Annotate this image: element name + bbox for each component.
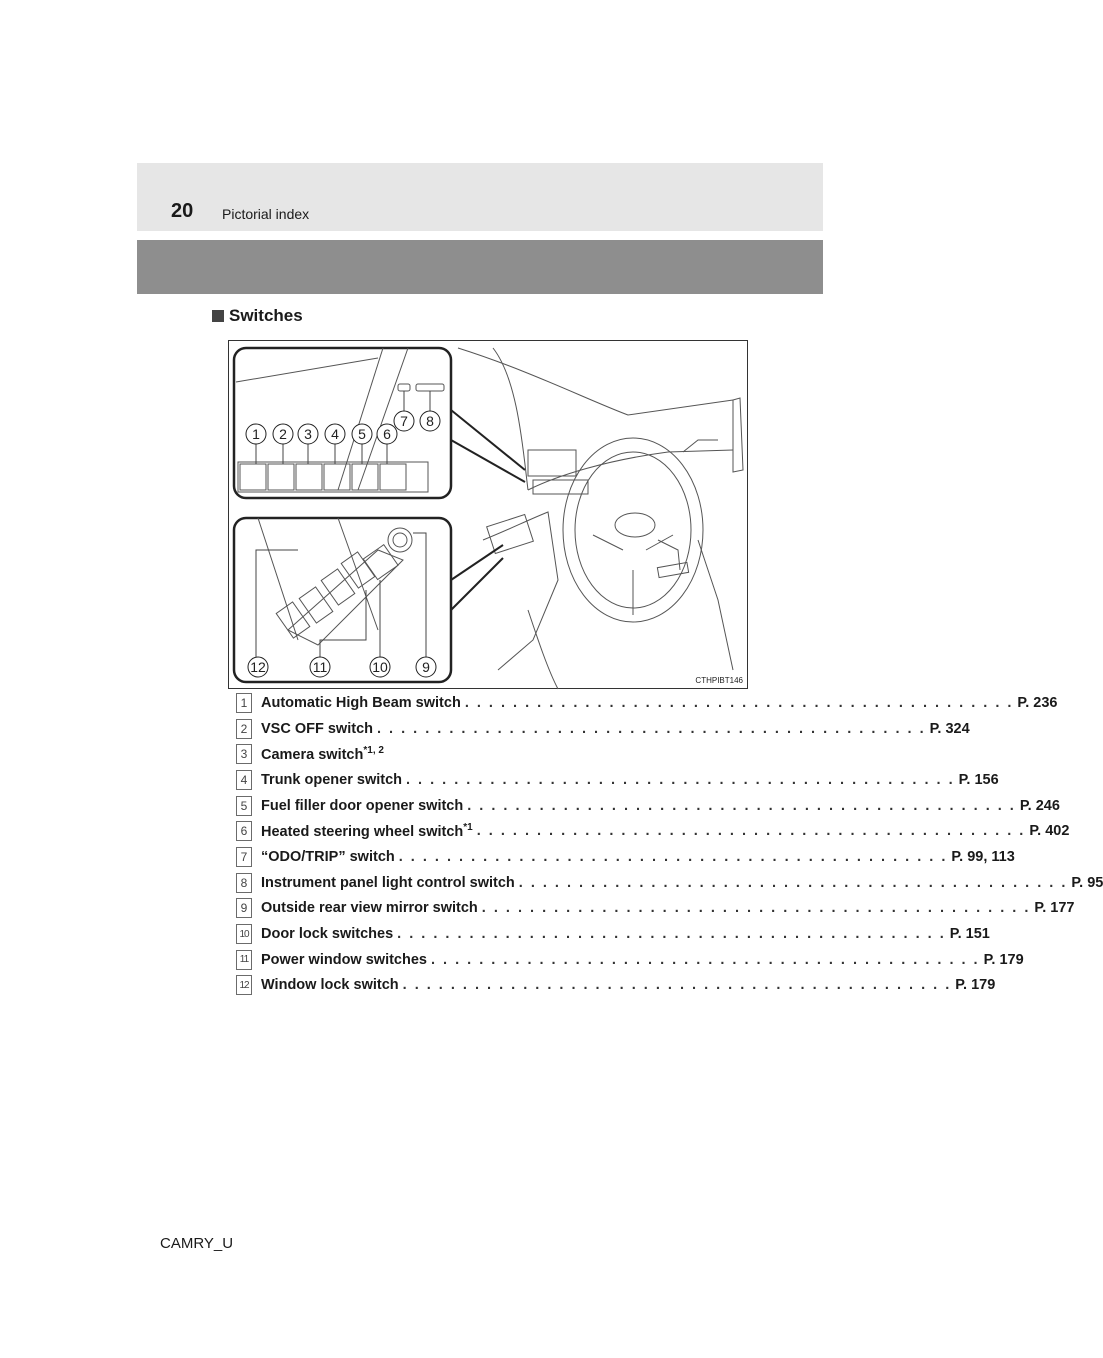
leader-dots: . . . . . . . . . . . . . . . . . . . . . . . . . . . . . . . . . . . . . . . . . . . . . .	[406, 771, 955, 788]
item-footnote-mark: *1, 2	[363, 745, 384, 757]
item-label: VSC OFF switch	[261, 720, 373, 737]
list-item	[236, 793, 1060, 819]
page-number: 20	[171, 200, 194, 222]
leader-dots: . . . . . . . . . . . . . . . . . . . . . . . . . . . . . . . . . . . . . . . . . . . . . .	[377, 720, 926, 737]
leader-dots: . . . . . . . . . . . . . . . . . . . . . . . . . . . . . . . . . . . . . . . . . . . . . .	[430, 951, 980, 968]
callout-11: 11	[312, 659, 328, 675]
item-label: Camera switch$^{*1, 2}$	[261, 745, 384, 764]
heading-text: Switches	[229, 306, 303, 325]
item-label: Door lock switches	[261, 926, 394, 943]
item-number: 10	[236, 924, 252, 944]
callout-9: 9	[422, 659, 430, 675]
item-number: 9	[236, 898, 252, 918]
page-reference: P. 236	[1017, 694, 1058, 711]
page-reference: P. 156	[958, 771, 999, 788]
section-heading	[212, 306, 303, 326]
callout-3: 3	[304, 426, 312, 442]
item-label: Outside rear view mirror switch	[261, 900, 478, 917]
list-item	[236, 741, 726, 767]
leader-dots: . . . . . . . . . . . . . . . . . . . . . . . . . . . . . . . . . . . . . . . . . . . . . .	[518, 874, 1068, 891]
callout-7: 7	[400, 413, 408, 429]
item-label: Instrument panel light control switch	[261, 874, 515, 891]
callout-6: 6	[383, 426, 391, 442]
item-label: “ODO/TRIP” switch	[261, 848, 395, 865]
item-number: 12	[236, 975, 252, 995]
leader-dots: . . . . . . . . . . . . . . . . . . . . . . . . . . . . . . . . . . . . . . . . . . . . . .	[481, 900, 1031, 917]
page-reference: P. 246	[1019, 797, 1060, 814]
square-bullet-icon	[212, 310, 224, 322]
page-reference: P. 95	[1071, 874, 1103, 891]
list-item	[236, 870, 1103, 896]
list-item	[236, 844, 1015, 870]
item-number: 4	[236, 770, 252, 790]
item-label: Trunk opener switch	[261, 771, 402, 788]
leader-dots: . . . . . . . . . . . . . . . . . . . . . . . . . . . . . . . . . . . . . . . . . . . . . .	[402, 977, 952, 994]
item-label: Heated steering wheel switch$^{*1}$	[261, 822, 473, 841]
callout-10: 10	[372, 659, 388, 675]
page-reference: P. 179	[955, 977, 996, 994]
item-number: 3	[236, 744, 252, 764]
leader-dots: . . . . . . . . . . . . . . . . . . . . . . . . . . . . . . . . . . . . . . . . . . . . . .	[476, 823, 1026, 840]
item-number: 11	[236, 950, 252, 970]
callout-12: 12	[250, 659, 266, 675]
item-label: Power window switches	[261, 951, 427, 968]
section-title: Pictorial index	[222, 206, 310, 222]
callout-1: 1	[252, 426, 260, 442]
item-number: 2	[236, 719, 252, 739]
list-item	[236, 921, 990, 947]
leader-dots: . . . . . . . . . . . . . . . . . . . . . . . . . . . . . . . . . . . . . . . . . . . . . .	[398, 848, 948, 865]
callout-2: 2	[279, 426, 287, 442]
list-item	[236, 767, 999, 793]
callout-5: 5	[358, 426, 366, 442]
page-reference: P. 151	[949, 926, 990, 943]
item-number: 8	[236, 873, 252, 893]
list-item	[236, 896, 1075, 922]
page-reference: P. 179	[983, 951, 1024, 968]
item-label: Fuel filler door opener switch	[261, 797, 464, 814]
item-number: 5	[236, 796, 252, 816]
item-number: 1	[236, 693, 252, 713]
page-reference: P. 99, 113	[951, 848, 1015, 865]
leader-dots: . . . . . . . . . . . . . . . . . . . . . . . . . . . . . . . . . . . . . . . . . . . . . .	[467, 797, 1016, 814]
item-number: 7	[236, 847, 252, 867]
switch-list	[236, 690, 1103, 998]
list-item	[236, 716, 970, 742]
list-item	[236, 947, 1024, 973]
leader-dots: . . . . . . . . . . . . . . . . . . . . . . . . . . . . . . . . . . . . . . . . . . . . . .	[464, 694, 1014, 711]
list-item	[236, 973, 996, 999]
switches-illustration	[228, 340, 748, 689]
header-dark-band	[137, 240, 823, 294]
list-item	[236, 690, 1058, 716]
list-item	[236, 818, 1070, 844]
item-label: Window lock switch	[261, 977, 399, 994]
leader-dots: . . . . . . . . . . . . . . . . . . . . . . . . . . . . . . . . . . . . . . . . . . . . . .	[397, 926, 946, 943]
callout-4: 4	[331, 426, 339, 442]
page-reference: P. 177	[1034, 900, 1075, 917]
page-reference: P. 324	[929, 720, 970, 737]
item-footnote-mark: *1	[463, 822, 473, 834]
figure-code: CTHPIBT146	[695, 676, 743, 685]
item-number: 6	[236, 821, 252, 841]
footer-model: CAMRY_U	[160, 1235, 234, 1252]
item-label: Automatic High Beam switch	[261, 694, 461, 711]
page-reference: P. 402	[1029, 823, 1070, 840]
callout-8: 8	[426, 413, 434, 429]
